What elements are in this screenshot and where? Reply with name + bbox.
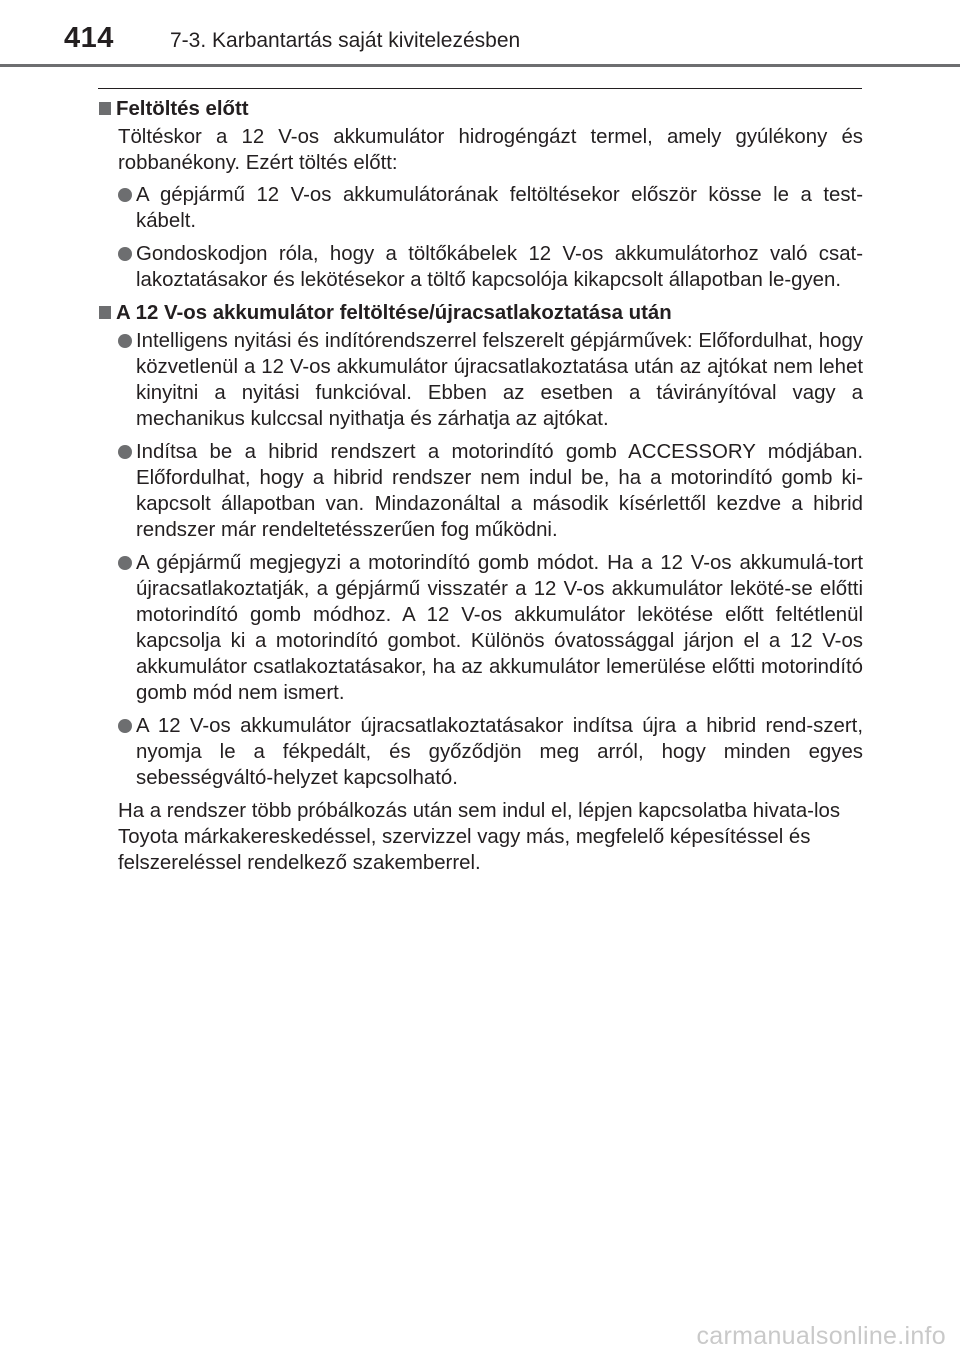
bullet-text: Intelligens nyitási és indítórendszerrel felszerelt gépjárművek: Előfordulhat, hogy közvetlenül a 12 V-os akkumulátor újracsatlakoztatása után az ajtókat nem lehet kinyitni a nyitási funkcióval. Ebben az esetben a távirányítóval vagy a mechanikus kulccsal nyithatja és zárhatja az ajtókat. [136,330,863,430]
page-number: 414 [64,22,114,54]
bullet-item [118,241,863,293]
bullet-item [118,328,863,432]
square-bullet-icon [99,102,111,115]
bullet-text: A 12 V-os akkumulátor újracsatlakoztatásakor indítsa újra a hibrid rend-szert, nyomja le a fékpedált, és győződjön meg arról, hogy minden egyes sebességváltó-helyzet kapcsolható. [136,715,863,789]
round-bullet-icon [118,719,132,733]
bullet-text: Indítsa be a hibrid rendszert a motorindító gomb ACCESSORY módjában. Előfordulhat, hogy a hibrid rendszer nem indul be, ha a motorindító gomb ki-kapcsolt állapotban van. Mindazonáltal a második kísérlettől kezdve a hibrid rendszer már rendeltetésszerűen fog működni. [136,441,863,541]
bullet-text: Gondoskodjon róla, hogy a töltőkábelek 12 V-os akkumulátorhoz való csat-lakoztatásakor és lekötésekor a töltő kapcsolója kikapcsolt állapotban le-gyen. [136,243,863,291]
section-heading [98,96,863,122]
closing-paragraph: Ha a rendszer több próbálkozás után sem indul el, lépjen kapcsolatba hivata-los Toyota márkakereskedéssel, szervizzel vagy más, megfelelő képesítéssel és felszereléssel rendelkező szakemberrel. [118,800,841,874]
round-bullet-icon [118,188,132,202]
header-rule [0,64,960,67]
round-bullet-icon [118,445,132,459]
page-content [98,96,863,876]
bullet-item [118,182,863,234]
content-top-rule [98,88,862,89]
bullet-text: A gépjármű megjegyzi a motorindító gomb módot. Ha a 12 V-os akkumulá-tort újracsatlakoztatják, a gépjármű visszatér a 12 V-os akkumulátor leköté-se előtti motorindító gomb módhoz. A 12 V-os akkumulátor lekötése előtt feltétlenül kapcsolja ki a motorindító gombot. Különös óvatossággal járjon el a 12 V-os akkumulátor csatlakoztatásakor, ha az akkumulátor lemerülése előtti motorindító gomb mód nem ismert. [136,552,863,704]
watermark: carmanualsonline.info [696,1322,946,1350]
page-header [0,0,960,70]
round-bullet-icon [118,556,132,570]
bullet-item [118,439,863,543]
round-bullet-icon [118,334,132,348]
section-intro: Töltéskor a 12 V-os akkumulátor hidrogéngázt termel, amely gyúlékony és robbanékony. Ezért töltés előtt: [118,126,863,174]
bullet-item [118,550,863,706]
bullet-text: A gépjármű 12 V-os akkumulátorának feltöltésekor először kösse le a test-kábelt. [136,184,863,232]
square-bullet-icon [99,306,111,319]
bullet-item [118,713,863,791]
section-title: 7-3. Karbantartás saját kivitelezésben [170,29,521,52]
section-heading-text: A 12 V-os akkumulátor feltöltése/újracsatlakoztatása után [116,302,672,324]
section-heading-text: Feltöltés előtt [116,98,249,120]
round-bullet-icon [118,247,132,261]
section-heading [98,300,863,326]
